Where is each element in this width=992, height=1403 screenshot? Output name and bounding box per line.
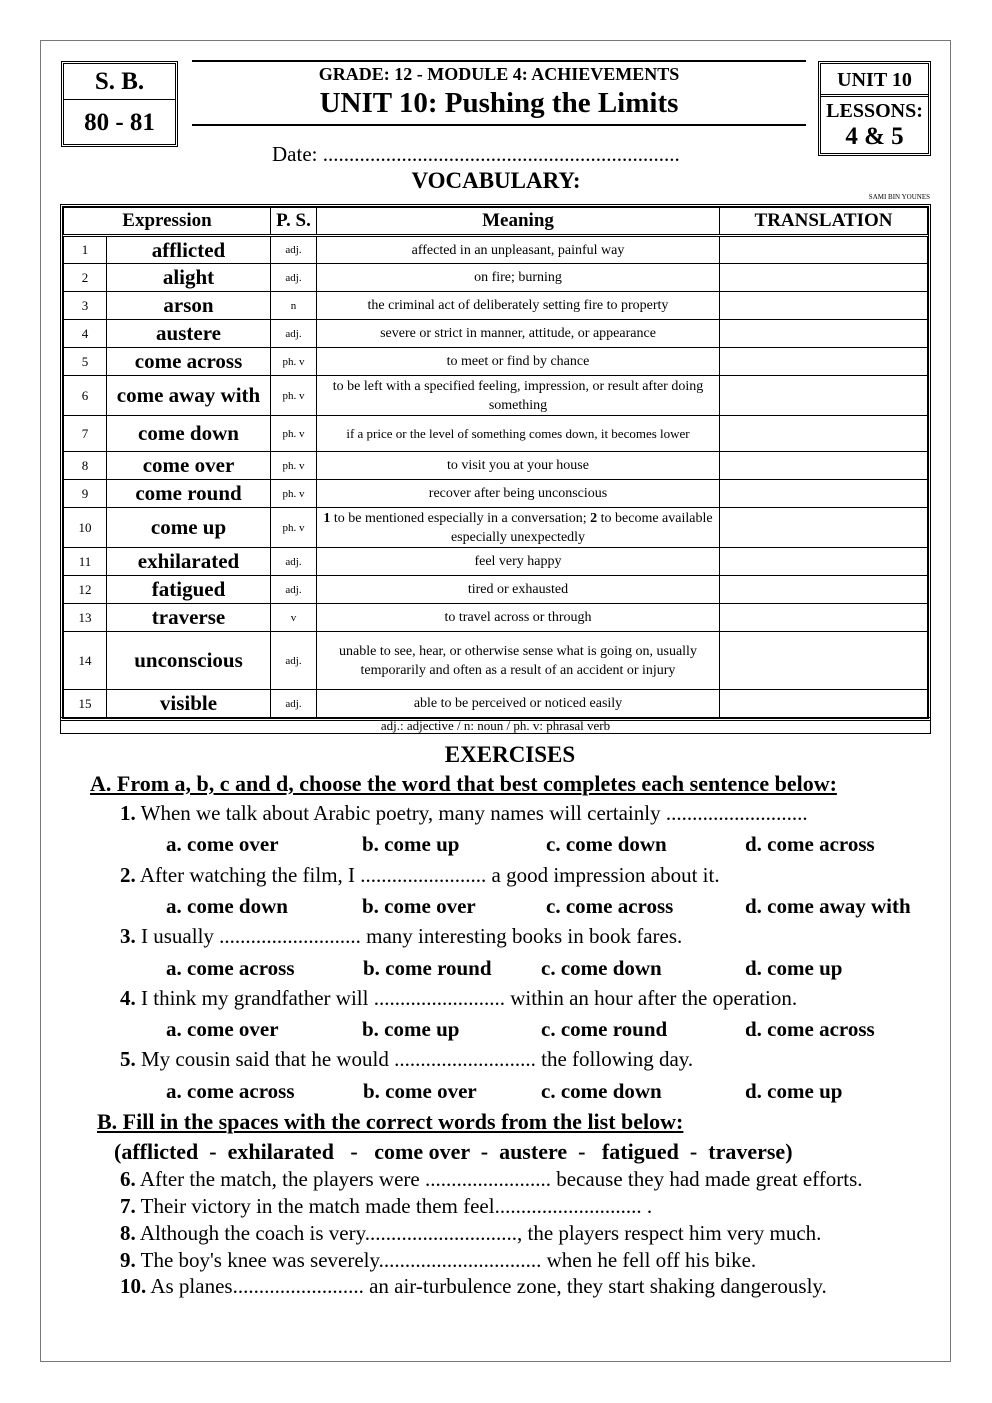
row-number: 8 — [64, 452, 107, 480]
row-translation-cell — [720, 480, 928, 508]
table-row — [64, 632, 928, 690]
author-credit: SAMI BIN YOUNES — [868, 193, 930, 201]
meaning-part-1: to be mentioned especially in a conversation; — [330, 510, 591, 526]
question-9 — [120, 1248, 756, 1273]
row-expression: unconscious — [107, 632, 271, 690]
question-5 — [120, 1047, 693, 1072]
question-text: When we talk about Arabic poetry, many names will certainly ........................... — [135, 801, 808, 825]
table-row — [64, 690, 928, 718]
question-10 — [120, 1274, 827, 1299]
row-number: 9 — [64, 480, 107, 508]
row-part-of-speech: n — [271, 292, 317, 320]
question-2 — [120, 863, 720, 888]
row-translation-cell — [720, 416, 928, 452]
row-expression: austere — [107, 320, 271, 348]
row-expression: come across — [107, 348, 271, 376]
row-meaning: severe or strict in manner, attitude, or appearance — [317, 320, 720, 348]
page-title: UNIT 10: Pushing the Limits — [319, 87, 679, 119]
row-expression: come away with — [107, 376, 271, 416]
option-c[interactable]: c. come across — [546, 894, 674, 918]
row-number: 14 — [64, 632, 107, 690]
option-c[interactable]: c. come down — [541, 956, 662, 980]
abbreviation-legend: adj.: adjective / n: noun / ph. v: phrasal verb — [60, 717, 931, 734]
option-b[interactable]: b. come up — [362, 832, 460, 856]
table-row — [64, 548, 928, 576]
row-part-of-speech: ph. v — [271, 508, 317, 548]
vocabulary-heading: VOCABULARY: — [411, 168, 581, 193]
row-part-of-speech: ph. v — [271, 480, 317, 508]
vocabulary-table — [60, 204, 931, 721]
option-d[interactable]: d. come away with — [745, 894, 911, 918]
row-part-of-speech: adj. — [271, 632, 317, 690]
row-meaning: feel very happy — [317, 548, 720, 576]
question-number: 10. — [120, 1274, 147, 1298]
option-b[interactable]: b. come over — [362, 894, 476, 918]
question-number: 1. — [120, 801, 136, 825]
table-row — [64, 576, 928, 604]
option-a[interactable]: a. come across — [166, 956, 295, 980]
table-row — [64, 480, 928, 508]
table-row — [64, 508, 928, 548]
question-7 — [120, 1194, 652, 1219]
question-number: 2. — [120, 863, 136, 887]
row-part-of-speech: ph. v — [271, 452, 317, 480]
row-expression: come up — [107, 508, 271, 548]
row-meaning: recover after being unconscious — [317, 480, 720, 508]
option-d[interactable]: d. come across — [745, 832, 875, 856]
row-part-of-speech: ph. v — [271, 348, 317, 376]
row-meaning: to visit you at your house — [317, 452, 720, 480]
table-row — [64, 320, 928, 348]
row-number: 11 — [64, 548, 107, 576]
option-a[interactable]: a. come over — [166, 832, 279, 856]
question-number: 4. — [120, 986, 136, 1010]
section-b-instruction: B. Fill in the spaces with the correct words from the list below: — [97, 1109, 684, 1134]
row-translation-cell — [720, 320, 928, 348]
row-expression: come round — [107, 480, 271, 508]
row-part-of-speech: adj. — [271, 576, 317, 604]
row-part-of-speech: ph. v — [271, 416, 317, 452]
table-row — [64, 348, 928, 376]
row-expression: traverse — [107, 604, 271, 632]
row-part-of-speech: adj. — [271, 236, 317, 264]
option-a[interactable]: a. come over — [166, 1017, 279, 1041]
question-text: As planes......................... an air-turbulence zone, they start shaking dangerously. — [146, 1274, 827, 1298]
row-expression: come down — [107, 416, 271, 452]
question-number: 7. — [120, 1194, 136, 1218]
row-number: 7 — [64, 416, 107, 452]
row-number: 13 — [64, 604, 107, 632]
row-meaning: to meet or find by chance — [317, 348, 720, 376]
row-part-of-speech: adj. — [271, 264, 317, 292]
header-expression: Expression — [64, 208, 271, 236]
option-c[interactable]: c. come down — [546, 832, 667, 856]
option-d[interactable]: d. come up — [745, 1079, 843, 1103]
date-line: Date: .................................................................... — [272, 142, 680, 166]
row-expression: afflicted — [107, 236, 271, 264]
row-part-of-speech: adj. — [271, 548, 317, 576]
table-row — [64, 416, 928, 452]
option-c[interactable]: c. come down — [541, 1079, 662, 1103]
row-expression: come over — [107, 452, 271, 480]
question-3 — [120, 924, 682, 949]
meaning-number-1: 1 — [323, 510, 331, 526]
meaning-number-2: 2 — [590, 510, 598, 526]
row-translation-cell — [720, 264, 928, 292]
row-translation-cell — [720, 348, 928, 376]
question-number: 3. — [120, 924, 136, 948]
row-translation-cell — [720, 376, 928, 416]
header-part-of-speech: P. S. — [271, 208, 317, 236]
table-row — [64, 452, 928, 480]
row-meaning: on fire; burning — [317, 264, 720, 292]
row-expression: visible — [107, 690, 271, 718]
question-1 — [120, 801, 808, 826]
header-rule-top — [192, 60, 806, 62]
sb-label: S. B. — [64, 64, 175, 100]
row-expression: arson — [107, 292, 271, 320]
row-number: 2 — [64, 264, 107, 292]
row-number: 4 — [64, 320, 107, 348]
exercises-heading: EXERCISES — [444, 742, 576, 767]
row-translation-cell — [720, 508, 928, 548]
unit-box — [818, 61, 931, 156]
option-b[interactable]: b. come up — [362, 1017, 460, 1041]
table-row — [64, 264, 928, 292]
row-meaning: tired or exhausted — [317, 576, 720, 604]
table-row — [64, 236, 928, 264]
row-meaning: affected in an unpleasant, painful way — [317, 236, 720, 264]
row-part-of-speech: ph. v — [271, 376, 317, 416]
word-list: (afflicted - exhilarated - come over - austere - fatigued - traverse) — [114, 1139, 793, 1164]
meaning-part-2: to become available especially unexpectedly — [450, 510, 713, 545]
table-row — [64, 292, 928, 320]
row-translation-cell — [720, 292, 928, 320]
grade-module-line: GRADE: 12 - MODULE 4: ACHIEVEMENTS — [318, 64, 680, 84]
table-header-row — [64, 208, 928, 236]
header-rule-bottom — [192, 124, 806, 126]
question-number: 9. — [120, 1248, 136, 1272]
question-text: My cousin said that he would ........................... the following day. — [135, 1047, 694, 1071]
header-translation: TRANSLATION — [720, 208, 928, 236]
row-meaning: unable to see, hear, or otherwise sense what is going on, usually temporarily and often as a result of an accident or injury — [317, 632, 720, 690]
question-text: Their victory in the match made them feel............................ . — [135, 1194, 653, 1218]
lessons-number: 4 & 5 — [845, 123, 904, 150]
section-a-instruction: A. From a, b, c and d, choose the word that best completes each sentence below: — [90, 771, 837, 796]
row-meaning: to travel across or through — [317, 604, 720, 632]
row-translation-cell — [720, 236, 928, 264]
question-text: After watching the film, I ........................ a good impression about it. — [135, 863, 720, 887]
row-part-of-speech: adj. — [271, 690, 317, 718]
student-book-box — [61, 61, 178, 147]
question-text: Although the coach is very............................., the players respect him very much. — [135, 1221, 822, 1245]
option-a[interactable]: a. come down — [166, 894, 288, 918]
table-row — [64, 604, 928, 632]
option-d[interactable]: d. come across — [745, 1017, 875, 1041]
row-meaning: able to be perceived or noticed easily — [317, 690, 720, 718]
row-translation-cell — [720, 452, 928, 480]
unit-label: UNIT 10 — [821, 64, 928, 97]
row-part-of-speech: v — [271, 604, 317, 632]
row-expression: alight — [107, 264, 271, 292]
question-number: 5. — [120, 1047, 136, 1071]
row-translation-cell — [720, 632, 928, 690]
row-translation-cell — [720, 690, 928, 718]
question-number: 8. — [120, 1221, 136, 1245]
row-meaning: to be left with a specified feeling, impression, or result after doing something — [317, 376, 720, 416]
option-b[interactable]: b. come over — [363, 1079, 477, 1103]
sb-pages: 80 - 81 — [84, 109, 155, 136]
question-6 — [120, 1167, 863, 1192]
row-meaning: the criminal act of deliberately setting fire to property — [317, 292, 720, 320]
row-translation-cell — [720, 576, 928, 604]
question-4 — [120, 986, 797, 1011]
table-row — [64, 376, 928, 416]
question-text: I usually ........................... many interesting books in book fares. — [135, 924, 683, 948]
row-number: 5 — [64, 348, 107, 376]
row-expression: exhilarated — [107, 548, 271, 576]
row-translation-cell — [720, 604, 928, 632]
option-c[interactable]: c. come round — [541, 1017, 668, 1041]
row-meaning: if a price or the level of something comes down, it becomes lower — [317, 416, 720, 452]
row-number: 10 — [64, 508, 107, 548]
question-text: After the match, the players were ........................ because they had made great efforts. — [135, 1167, 863, 1191]
row-number: 6 — [64, 376, 107, 416]
question-number: 6. — [120, 1167, 136, 1191]
option-b[interactable]: b. come round — [363, 956, 492, 980]
row-expression: fatigued — [107, 576, 271, 604]
question-text: I think my grandfather will ......................... within an hour after the operation. — [135, 986, 798, 1010]
row-number: 3 — [64, 292, 107, 320]
row-translation-cell — [720, 548, 928, 576]
option-a[interactable]: a. come across — [166, 1079, 295, 1103]
row-number: 12 — [64, 576, 107, 604]
row-number: 15 — [64, 690, 107, 718]
question-8 — [120, 1221, 821, 1246]
row-meaning — [317, 508, 720, 548]
header-meaning: Meaning — [317, 208, 720, 236]
row-part-of-speech: adj. — [271, 320, 317, 348]
option-d[interactable]: d. come up — [745, 956, 843, 980]
question-text: The boy's knee was severely............................... when he fell off his bike. — [135, 1248, 757, 1272]
row-number: 1 — [64, 236, 107, 264]
lessons-label: LESSONS: — [826, 100, 923, 122]
